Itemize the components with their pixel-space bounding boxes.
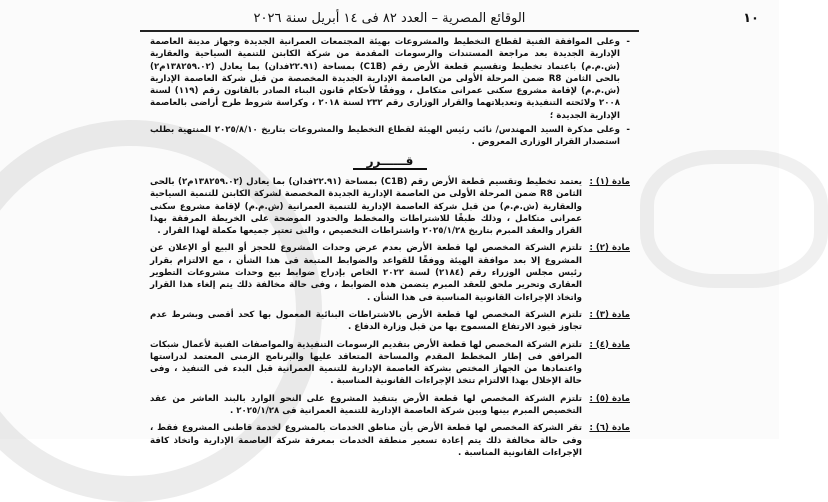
article-label: مادة (٤) : (589, 339, 630, 350)
gazette-title: الوقائع المصرية – العدد ٨٢ فى ١٤ أبريل سنة ٢٠٢٦ (253, 10, 526, 26)
preamble-item (150, 36, 630, 122)
bullet-dash: - (626, 125, 630, 136)
article-5 (150, 393, 630, 418)
article-label: مادة (٣) : (589, 309, 630, 320)
article-3 (150, 309, 630, 334)
bullet-dash: - (626, 37, 630, 47)
article-2 (150, 242, 630, 303)
article-text: تلتزم الشركة المخصص لها قطعة الأرض بتنفيذ المشروع على النحو الوارد بالبند العاشر من عقد التخصيص المبرم بينها وبين شركة العاصمة الإدارية للتنمية العمرانية فى ٢٠٢٥/١/٢٨ . (150, 393, 582, 417)
article-text: تقر الشركة المخصص لها قطعة الأرض بأن مناطق الخدمات بالمشروع لخدمة قاطنى المشروع فقط ، وفى حالة مخالفة ذلك يتم إعادة تسعير منطقة الخدمات بمعرفة شركة العاصمة الإدارية واتخاذ كافة الإجراءات القانونية المناسبة . (150, 423, 582, 458)
article-label: مادة (٦) : (589, 423, 630, 434)
preamble-text: وعلى الموافقة الفنية لقطاع التخطيط والمشروعات بهيئة المجتمعات العمرانية الجديدة وجهاز مدينة العاصمة الإدارية الجديدة بعد مراجعة المستندات والرسومات المقدمة من شركة الكابتن للتنمية السياحية والعقارية (ش.م.م) باعتماد تخطيط وتقسيم قطعة الأرض رقم (C1B) بمساحة (٢٢.٩١فدان) بما يعادل (١٣٨٢٥٩.٠٢م٢) بالحى الثامن R8 ضمن المرحلة الأولى من العاصمة الإدارية الجديدة المخصصة من قبل شركة العاصمة الإدارية (ش.م.م) لإقامة مشروع سكنى عمرانى متكامل ، ووفقًا لأحكام قانون البناء الصادر بالقانون رقم (١١٩) لسنة ٢٠٠٨ ولائحته التنفيذية وتعديلاتهما والقرار الوزارى رقم ٢٣٢ لسنة ٢٠١٨ ، وكراسة شروط طرح أراضى بالعاصمة الإدارية الجديدة ؛ (150, 37, 621, 121)
article-label: مادة (١) : (589, 176, 630, 187)
article-text: تلتزم الشركة المخصص لها قطعة الأرض بالاشتراطات البنائية المعمول بها كحد أقصى وبشرط عدم تجاوز قيود الارتفاع المسموح بها من قبل وزارة الدفاع . (150, 309, 582, 333)
document-body (150, 36, 630, 464)
preamble-text: وعلى مذكرة السيد المهندس/ نائب رئيس الهيئة لقطاع التخطيط والمشروعات بتاريخ ٢٠٢٥/٨/١٠ المنتهية بطلب استصدار القرار الوزارى المعروض . (150, 125, 621, 148)
page-number: ١٠ (743, 10, 759, 26)
article-text: تلتزم الشركة المخصص لها قطعة الأرض بتقديم الرسومات التنفيذية والمواصفات الفنية لأعمال شبكات المرافق فى إطار المخطط المقدم والمساحة المتعاقد عليها والبرنامج الزمنى المعتمد لدراستها واعتمادها من الجهاز المختص بشركة العاصمة الإدارية للتنمية العمرانية قبل البدء فى التنفيذ ، وفى حالة الإخلال بهذا الالتزام تتخذ الإجراءات القانونية المناسبة . (150, 339, 582, 387)
decree-title: قــــــرر (353, 155, 428, 170)
article-text: تلتزم الشركة المخصص لها قطعة الأرض بعدم عرض وحدات المشروع للحجز أو البيع أو الإعلان عن المشروع إلا بعد موافقة الهيئة ووفقًا للقواعد والضوابط المتبعة فى هذا الشأن ، مع الالتزام بقرار رئيس مجلس الوزراء رقم (٢١٨٤) لسنة ٢٠٢٢ الخاص بإدراج ضوابط بيع وحدات مشروعات التطوير العقارى وتحرير ملحق للعقد المبرم يتضمن هذه الضوابط ، وفى حالة مخالفة ذلك يتم إلغاء هذا القرار واتخاذ الإجراءات القانونية المناسبة فى هذا الشأن . (150, 243, 582, 303)
article-label: مادة (٥) : (589, 393, 630, 404)
article-4 (150, 339, 630, 388)
page-header (20, 8, 759, 28)
article-6 (150, 422, 630, 459)
article-label: مادة (٢) : (589, 243, 630, 254)
watermark-emblem-right (640, 150, 828, 288)
preamble-item (150, 124, 630, 149)
decree-heading (150, 155, 630, 170)
article-1 (150, 176, 630, 237)
article-text: يعتمد تخطيط وتقسيم قطعة الأرض رقم (C1B) بمساحة (٢٢.٩١فدان) بما يعادل (١٣٨٢٥٩.٠٢م٢) بالحى الثامن R8 ضمن المرحلة الأولى من العاصمة الإدارية الجديدة المخصصة لشركة الكابتن للتنمية السياحية والعقارية (ش.م.م) من قبل شركة العاصمة الإدارية للتنمية العمرانية (ش.م.م) لإقامة مشروع سكنى عمرانى متكامل ، وذلك طبقًا للاشتراطات والمخطط والحدود الموضحة على الخريطة المرفقة بهذا القرار والعقد المبرم بتاريخ ٢٠٢٥/١/٢٨ واشتراطات التخصيص ، والتى تعتبر جميعها مكملة لهذا القرار . (150, 176, 582, 237)
header-rule (140, 30, 639, 32)
